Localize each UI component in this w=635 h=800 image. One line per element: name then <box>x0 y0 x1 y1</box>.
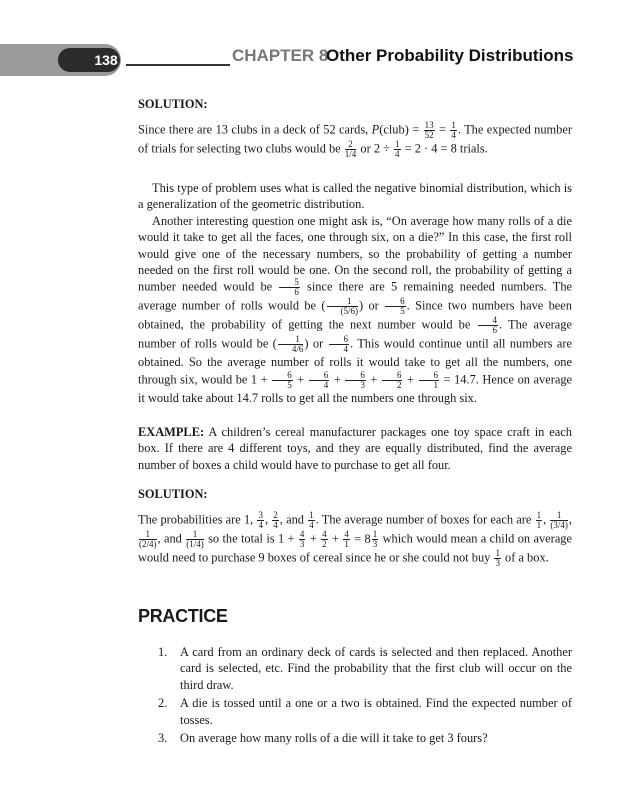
fraction: $\frac{4}{6}$ <box>478 316 499 335</box>
fraction: $\frac{1}{4}$ <box>309 510 314 531</box>
fraction: $\frac{1}{(3/4)}$ <box>550 510 568 531</box>
fraction: $\frac{2}{1/4}$ <box>344 139 357 160</box>
fraction: $\frac{6}{3}$ <box>345 371 366 390</box>
example-label: EXAMPLE: <box>138 425 205 439</box>
practice-item: 1. A card from an ordinary deck of cards is selected and then replaced. Another card is selected, etc. Find the probability that the first club will occur on the third draw. <box>158 645 572 692</box>
solution-heading: SOLUTION: <box>138 487 208 501</box>
fraction: $\frac{1}{(2/4)}$ <box>139 529 157 550</box>
fraction: $\frac{6}{4}$ <box>329 335 350 354</box>
fraction: $\frac{1}{4}$ <box>395 139 400 160</box>
fraction: $\frac{1}{3}$ <box>372 529 378 550</box>
fraction: $\frac{4}{2}$ <box>322 529 327 550</box>
fraction: $\frac{6}{5}$ <box>272 371 293 390</box>
fraction: $\frac{5}{6}$ <box>279 278 300 297</box>
fraction: $\frac{1}{3}$ <box>495 548 500 569</box>
solution-block-2 <box>138 486 572 568</box>
fraction: $\frac{1}{(5/6)}$ <box>327 297 359 316</box>
fraction: $\frac{6}{4}$ <box>309 371 330 390</box>
practice-heading: PRACTICE <box>138 606 228 626</box>
practice-item: 2. A die is tossed until a one or a two is obtained. Find the expected number of tosses. <box>158 696 572 727</box>
paragraph: Another interesting question one might ask is, “On average how many rolls of a die would it take to get all the faces, one through six, on a die?” In this case, the first roll would give one of the necessary numbers, so the probability of getting a number needed on the first roll would be one. On the second roll, the probability of getting a number needed would be $\frac{5}{6}$ since there are 5 remaining needed numbers. The average number of rolls would be ( $\frac{1}{(5/6)}$ ) or $\frac{6}{5}$ . Since two numbers have been obtained, the probability of getting the next number would be $\frac{4}{6}$ . The average number of rolls would be ( $\frac{1}{4/6}$ ) or $\frac{6}{4}$ . This would continue until all numbers are obtained. So the average number of rolls it would take to get all the numbers, one through six, would be 1 + $\frac{6}{5}$ + $\frac{6}{4}$ + $\frac{6}{3}$ + $\frac{6}{2}$ + $\frac{6}{1}$ = 14.7. Hence on average it would take about 14.7 rolls to get all the numbers one through six. <box>138 213 573 405</box>
chapter-label: CHAPTER 8 <box>232 46 329 65</box>
body-paragraphs <box>138 180 572 406</box>
fraction: $\frac{1}{1}$ <box>536 510 542 531</box>
fraction: $\frac{6}{2}$ <box>382 371 403 390</box>
fraction: $\frac{6}{5}$ <box>385 297 406 316</box>
fraction: $\frac{1}{4/6}$ <box>278 335 304 354</box>
chapter-title: Other Probability Distributions <box>326 46 574 65</box>
fraction: $\frac{4}{1}$ <box>344 529 349 550</box>
fraction: $\frac{6}{1}$ <box>419 371 440 390</box>
solution-heading: SOLUTION: <box>138 97 208 111</box>
fraction: $\frac{1}{(1/4)}$ <box>186 529 204 550</box>
fraction: $\frac{13}{52}$ <box>424 120 434 141</box>
solution-block-1 <box>138 96 572 159</box>
page-number: 138 <box>94 52 118 68</box>
practice-item: 3. On average how many rolls of a die will it take to get 3 fours? <box>158 731 488 746</box>
practice-list <box>158 644 572 748</box>
fraction: $\frac{1}{4}$ <box>451 120 456 141</box>
fraction: $\frac{4}{3}$ <box>299 529 305 550</box>
solution-text: The probabilities are 1, $\frac{3}{4}$ , $\frac{2}{4}$ , and $\frac{1}{4}$ . The average number of boxes for each are $\frac{1}{1}$ , $\frac{1}{(3/4)}$ , $\frac{1}{(2/4)}$ , and $\frac{1}{(1/4)}$ so the total is 1 + $\frac{4}{3}$ + $\frac{4}{2}$ + $\frac{4}{1}$ = 8 $\frac{1}{3}$ which would mean a child on average would need to purchase 9 boxes of cereal since he or she could not buy $\frac{1}{3}$ of a box. <box>138 510 573 569</box>
paragraph: This type of problem uses what is called the negative binomial distribution, which is a generalization of the geometric distribution. <box>138 181 572 212</box>
header-rule <box>126 64 230 66</box>
fraction: $\frac{2}{4}$ <box>273 510 278 531</box>
fraction: $\frac{3}{4}$ <box>258 510 263 531</box>
solution-text: Since there are 13 clubs in a deck of 52 cards, P(club) = $\frac{13}{52}$ = $\frac{1}{4}$ . The expected number of trials for selecting two clubs would be $\frac{2}{1/4}$ or 2 ÷ $\frac{1}{4}$ = 2 · 4 = 8 trials. <box>138 120 573 160</box>
example-block <box>138 424 572 473</box>
example-text: EXAMPLE: A children’s cereal manufacturer packages one toy space craft in each box. If there are 4 different toys, and they are equally distributed, find the average number of boxes a child would have to purchase to get all four. <box>138 425 572 472</box>
